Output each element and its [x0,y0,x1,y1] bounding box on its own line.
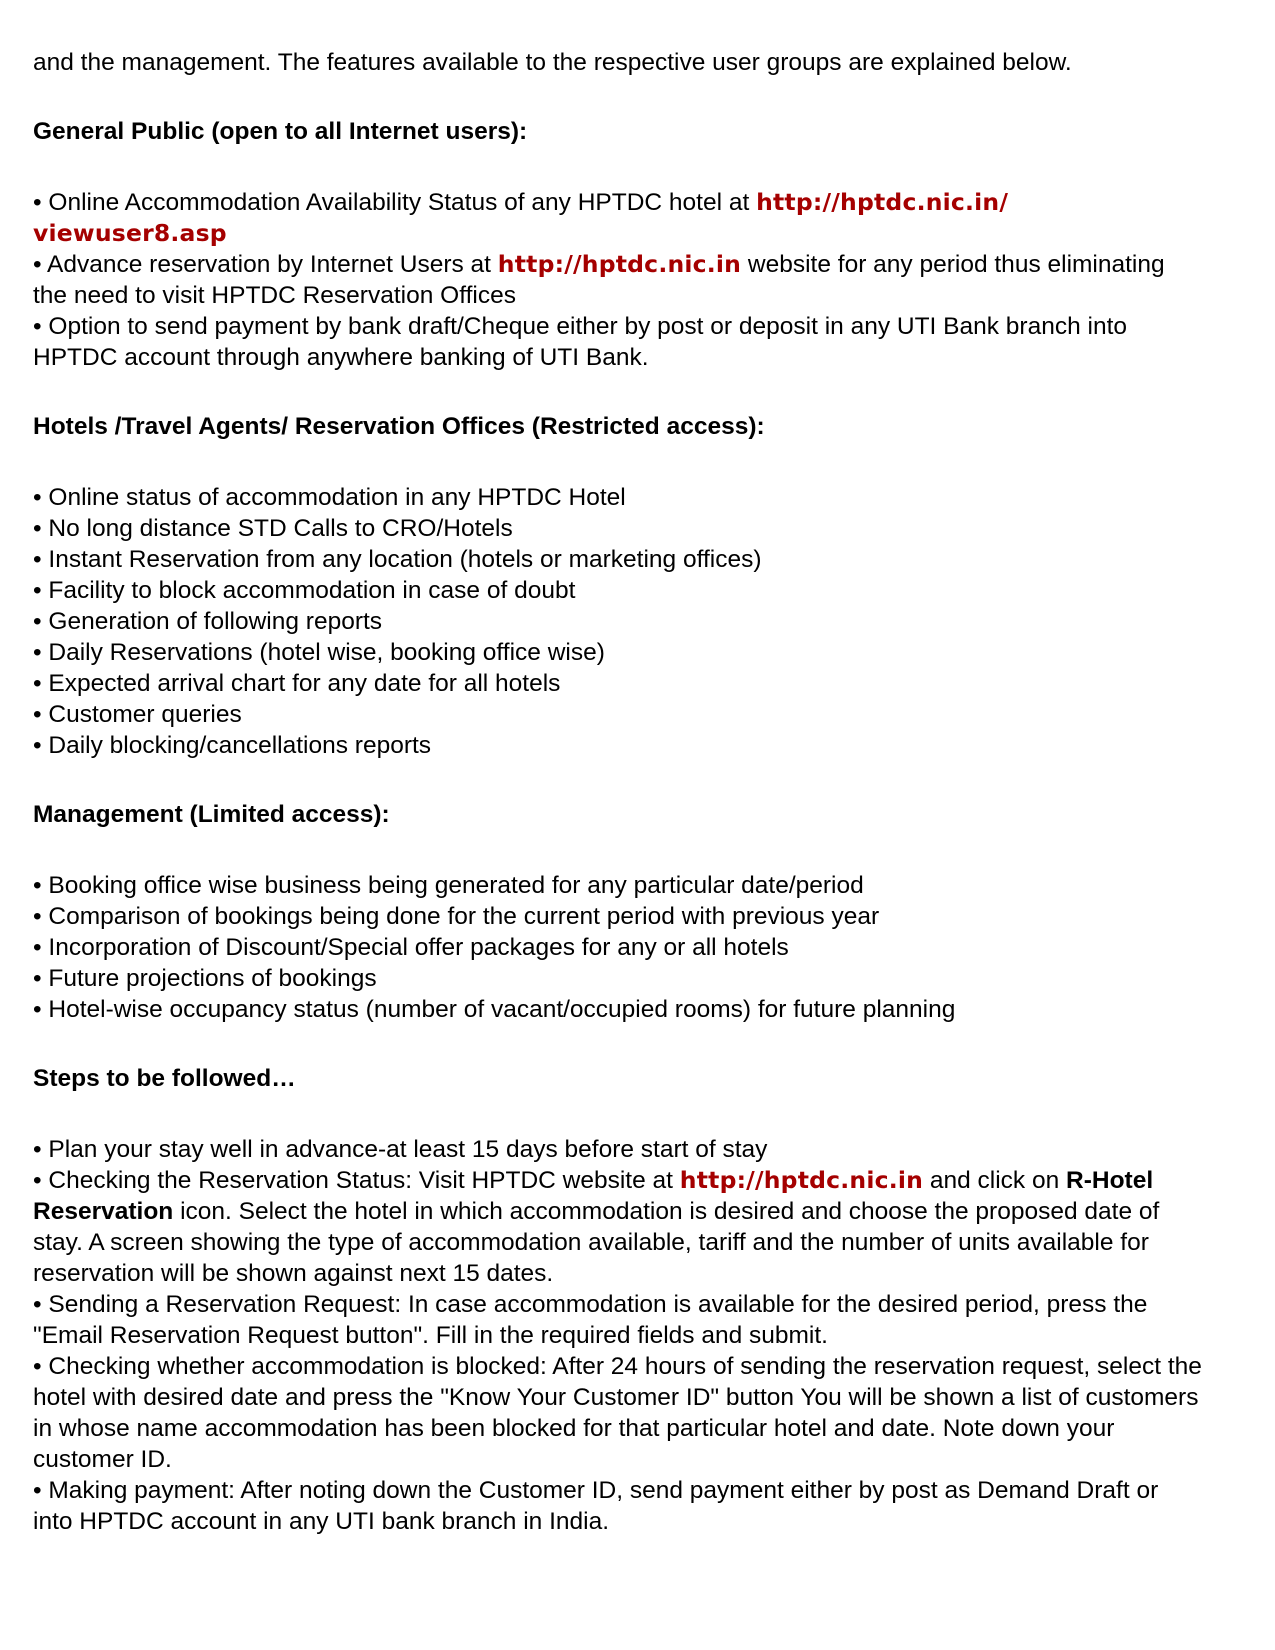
item-text: • Checking the Reservation Status: Visit HPTDC website at [33,1167,680,1194]
list-item: • Comparison of bookings being done for the current period with previous year [33,903,880,930]
list-item: • Customer queries [33,701,242,728]
section-heading: Management (Limited access): [33,801,390,828]
section-general-public [33,116,1203,373]
list-item: • Facility to block accommodation in case of doubt [33,577,576,604]
item-text: • Advance reservation by Internet Users at [33,251,498,278]
list-item: • Plan your stay well in advance-at least 15 days before start of stay [33,1136,768,1163]
item-text: website for any period thus eliminating the need to visit HPTDC Reservation Offices [33,251,1165,309]
list-item: • Generation of following reports [33,608,383,635]
list-item [33,1165,1203,1289]
availability-link[interactable]: http://hptdc.nic.in/ viewuser8.asp [33,188,1009,247]
section-steps [33,1063,1203,1537]
list-item: • Making payment: After noting down the Customer ID, send payment either by post as Demand Draft or into HPTDC account in any UTI bank branch in India. [33,1477,1159,1535]
list-item: • Instant Reservation from any location (hotels or marketing offices) [33,546,762,573]
section-heading: General Public (open to all Internet users): [33,118,528,145]
hptdc-website-link[interactable]: http://hptdc.nic.in [497,250,742,278]
list-item: • No long distance STD Calls to CRO/Hotels [33,515,513,542]
list-item: • Option to send payment by bank draft/Cheque either by post or deposit in any UTI Bank branch into HPTDC account through anywhere banking of UTI Bank. [33,313,1128,371]
list-item: • Online status of accommodation in any HPTDC Hotel [33,484,626,511]
list-item: • Hotel-wise occupancy status (number of vacant/occupied rooms) for future planning [33,996,956,1023]
item-text: and click on [923,1167,1067,1194]
list-item: • Daily Reservations (hotel wise, booking office wise) [33,639,605,666]
list-item: • Sending a Reservation Request: In case accommodation is available for the desired period, press the "Email Reservation Request button". Fill in the required fields and submit. [33,1291,1148,1349]
list-item [33,187,1203,249]
list-item: • Incorporation of Discount/Special offer packages for any or all hotels [33,934,789,961]
section-heading: Hotels /Travel Agents/ Reservation Offices (Restricted access): [33,413,765,440]
hptdc-website-link[interactable]: http://hptdc.nic.in [679,1166,924,1194]
list-item: • Booking office wise business being generated for any particular date/period [33,872,864,899]
list-item: • Checking whether accommodation is blocked: After 24 hours of sending the reservation request, select the hotel with desired date and press the "Know Your Customer ID" button You will be shown a list of customers in whose name accommodation has been blocked for that particular hotel and date. Note down your customer ID. [33,1353,1202,1473]
section-hotels-travel-agents [33,411,1203,761]
section-management [33,799,1203,1025]
item-text: • Online Accommodation Availability Status of any HPTDC hotel at [33,189,757,216]
list-item: • Daily blocking/cancellations reports [33,732,432,759]
list-item [33,249,1203,311]
intro-paragraph: and the management. The features available to the respective user groups are explained below. [33,49,1072,76]
list-item: • Future projections of bookings [33,965,377,992]
item-text: icon. Select the hotel in which accommodation is desired and choose the proposed date of stay. A screen showing the type of accommodation available, tariff and the number of units available for reservation will be shown against next 15 dates. [33,1198,1160,1287]
document-page [33,47,1203,1575]
list-item: • Expected arrival chart for any date for all hotels [33,670,561,697]
section-heading: Steps to be followed… [33,1065,296,1092]
r-hotel-reservation-label: R-Hotel Reservation [33,1167,1154,1225]
